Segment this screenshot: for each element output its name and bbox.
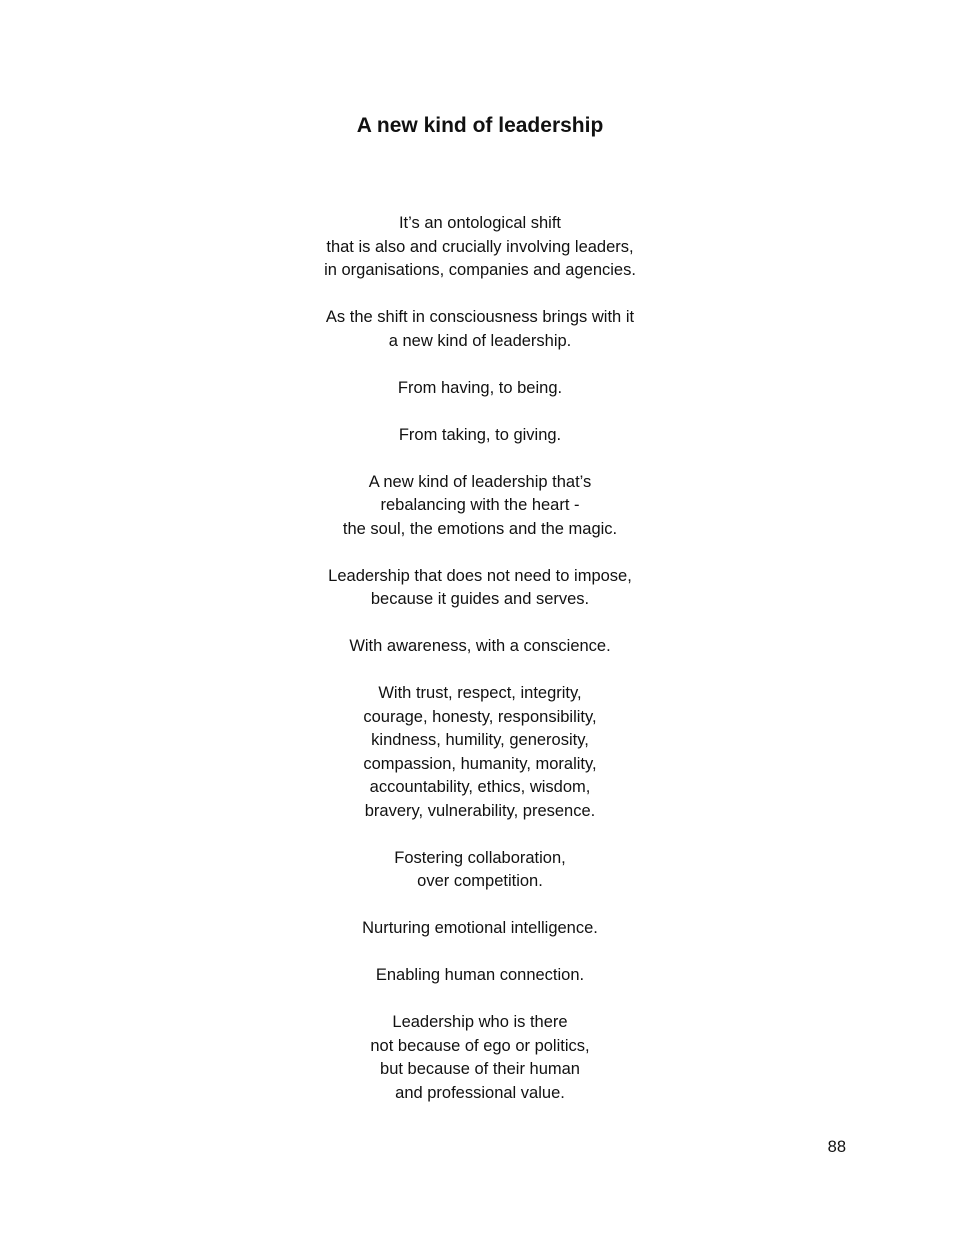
poem-line: From having, to being. bbox=[397, 378, 563, 397]
poem-line: As the shift in consciousness brings with it bbox=[325, 308, 635, 326]
poem-body bbox=[0, 212, 960, 1105]
poem-line: It’s an ontological shift bbox=[398, 214, 562, 232]
stanza bbox=[0, 847, 960, 894]
poem-line: Fostering collaboration, bbox=[394, 848, 566, 867]
poem-line: compassion, humanity, morality, bbox=[363, 754, 597, 773]
poem-line: not because of ego or politics, bbox=[370, 1036, 590, 1055]
poem-line: that is also and crucially involving leaders, bbox=[326, 237, 634, 256]
stanza bbox=[0, 306, 960, 353]
stanza bbox=[0, 424, 960, 448]
stanza bbox=[0, 565, 960, 612]
poem-line: With awareness, with a conscience. bbox=[349, 637, 611, 655]
page-title: A new kind of leadership bbox=[356, 114, 604, 137]
page-number: 88 bbox=[827, 1138, 846, 1156]
stanza bbox=[0, 1011, 960, 1105]
stanza bbox=[0, 964, 960, 988]
poem-line: because it guides and serves. bbox=[370, 590, 590, 608]
stanza bbox=[0, 682, 960, 823]
stanza bbox=[0, 377, 960, 401]
stanza bbox=[0, 635, 960, 659]
poem-line: and professional value. bbox=[395, 1083, 565, 1102]
stanza bbox=[0, 471, 960, 542]
poem-line: A new kind of leadership that’s bbox=[368, 472, 592, 491]
poem-line: bravery, vulnerability, presence. bbox=[364, 801, 596, 820]
poem-line: Leadership that does not need to impose, bbox=[328, 566, 632, 585]
poem-line: Leadership who is there bbox=[392, 1013, 568, 1031]
poem-line: Nurturing emotional intelligence. bbox=[362, 919, 598, 937]
poem-line: rebalancing with the heart - bbox=[380, 496, 580, 514]
poem-line: kindness, humility, generosity, bbox=[371, 731, 589, 749]
poem-line: courage, honesty, responsibility, bbox=[363, 707, 597, 726]
poem-line: over competition. bbox=[417, 872, 543, 890]
poem-line: but because of their human bbox=[380, 1060, 580, 1078]
stanza bbox=[0, 212, 960, 283]
poem-line: in organisations, companies and agencies. bbox=[324, 261, 636, 279]
poem-line: the soul, the emotions and the magic. bbox=[342, 519, 618, 538]
poem-line: With trust, respect, integrity, bbox=[378, 684, 582, 702]
poem-line: Enabling human connection. bbox=[375, 966, 585, 984]
poem-line: From taking, to giving. bbox=[398, 425, 562, 444]
stanza bbox=[0, 917, 960, 941]
poem-line: accountability, ethics, wisdom, bbox=[369, 778, 591, 796]
poem-line: a new kind of leadership. bbox=[388, 331, 572, 350]
